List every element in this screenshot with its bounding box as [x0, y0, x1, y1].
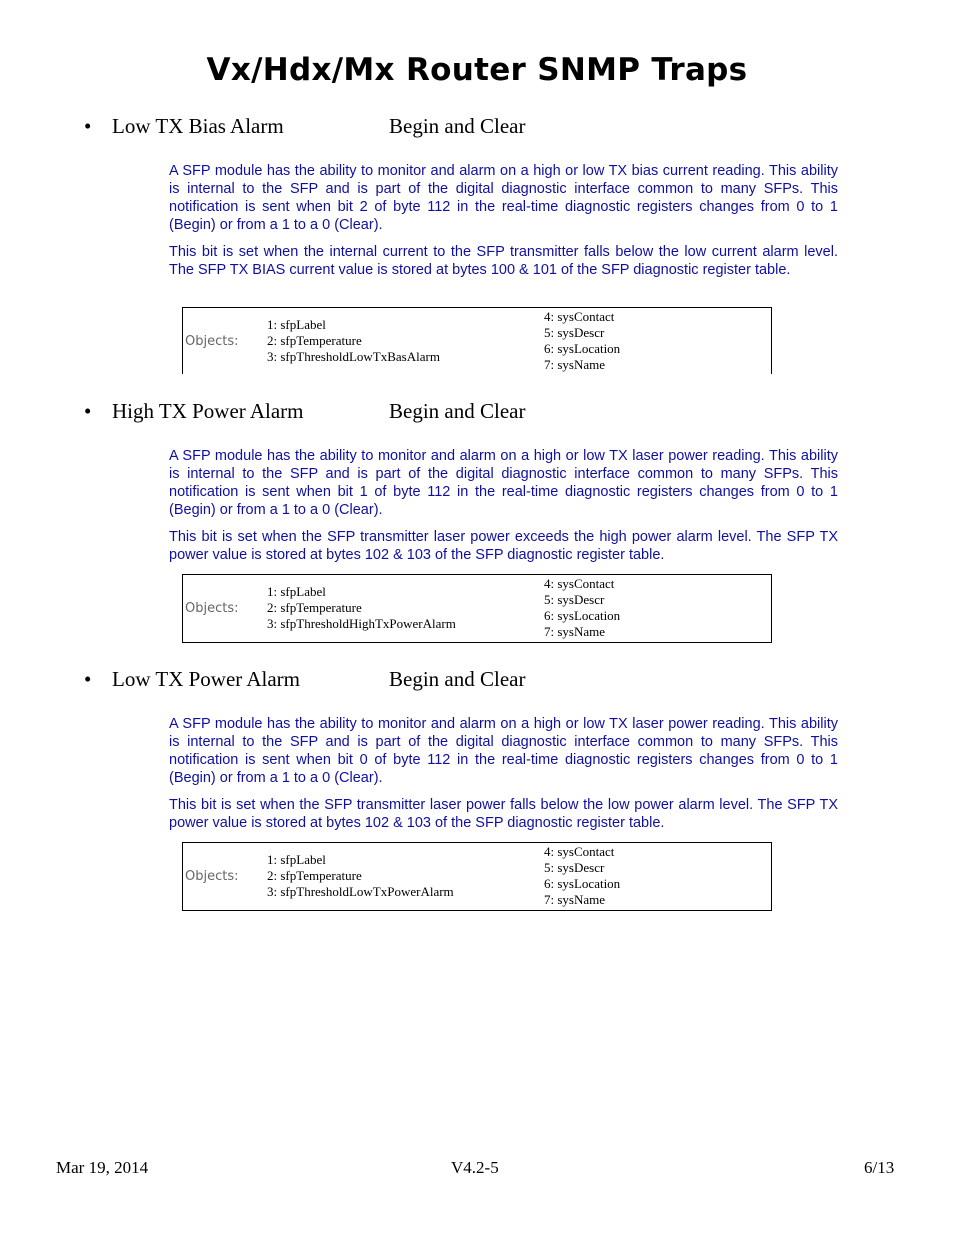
object-item: 2: sfpTemperature [267, 333, 362, 348]
object-item: 2: sfpTemperature [267, 868, 362, 883]
object-item: 7: sysName [544, 892, 606, 907]
bullet-icon: • [84, 399, 92, 423]
objects-list-left [267, 852, 454, 900]
objects-label: Objects: [185, 601, 239, 616]
trap-description: A SFP module has the ability to monitor and alarm on a high or low TX laser power reading. This ability is internal to the SFP and is part of the digital diagnostic interface common to many SFPs. This notification is sent when bit 1 of byte 112 in the real-time diagnostic registers changes from 0 to 1 (Begin) or from a 1 to a 0 (Clear). [169, 448, 838, 518]
object-item: 5: sysDescr [544, 325, 605, 340]
object-item: 3: sfpThresholdLowTxBasAlarm [267, 349, 440, 364]
bullet-icon: • [84, 667, 92, 691]
object-item: 1: sfpLabel [267, 852, 326, 867]
trap-name: Low TX Power Alarm [112, 667, 301, 691]
object-item: 2: sfpTemperature [267, 600, 362, 615]
footer-date: Mar 19, 2014 [56, 1158, 149, 1177]
object-item: 4: sysContact [544, 844, 615, 859]
page-title: Vx/Hdx/Mx Router SNMP Traps [206, 52, 748, 88]
trap-kind: Begin and Clear [389, 667, 526, 691]
objects-table [182, 574, 772, 643]
bullet-icon: • [84, 114, 92, 138]
object-item: 4: sysContact [544, 309, 615, 324]
objects-list-left [267, 584, 456, 632]
footer-page-number: 6/13 [864, 1158, 895, 1177]
object-item: 4: sysContact [544, 576, 615, 591]
trap-description: A SFP module has the ability to monitor and alarm on a high or low TX bias current reading. This ability is internal to the SFP and is part of the digital diagnostic interface common to many SFPs. This notification is sent when bit 2 of byte 112 in the real-time diagnostic registers changes from 0 to 1 (Begin) or from a 1 to a 0 (Clear). [169, 163, 838, 233]
object-item: 3: sfpThresholdHighTxPowerAlarm [267, 616, 456, 631]
object-item: 6: sysLocation [544, 608, 621, 623]
trap-description: A SFP module has the ability to monitor and alarm on a high or low TX laser power reading. This ability is internal to the SFP and is part of the digital diagnostic interface common to many SFPs. This notification is sent when bit 0 of byte 112 in the real-time diagnostic registers changes from 0 to 1 (Begin) or from a 1 to a 0 (Clear). [169, 716, 838, 786]
trap-kind: Begin and Clear [389, 399, 526, 423]
object-item: 6: sysLocation [544, 341, 621, 356]
object-item: 5: sysDescr [544, 592, 605, 607]
trap-condition: This bit is set when the internal current to the SFP transmitter falls below the low current alarm level. The SFP TX BIAS current value is stored at bytes 100 & 101 of the SFP diagnostic register table. [169, 244, 838, 278]
object-item: 6: sysLocation [544, 876, 621, 891]
object-item: 7: sysName [544, 357, 606, 372]
object-item: 5: sysDescr [544, 860, 605, 875]
objects-label: Objects: [185, 334, 239, 349]
objects-list-right [544, 844, 620, 908]
objects-list-left [267, 317, 440, 365]
object-item: 7: sysName [544, 624, 606, 639]
object-item: 1: sfpLabel [267, 584, 326, 599]
object-item: 3: sfpThresholdLowTxPowerAlarm [267, 884, 454, 899]
trap-name: Low TX Bias Alarm [112, 114, 284, 138]
object-item: 1: sfpLabel [267, 317, 326, 332]
objects-list-right [544, 309, 620, 373]
footer-version: V4.2-5 [451, 1158, 499, 1177]
objects-table [182, 307, 772, 374]
trap-name: High TX Power Alarm [112, 399, 304, 423]
objects-list-right [544, 576, 620, 640]
objects-label: Objects: [185, 869, 239, 884]
objects-table [182, 842, 772, 911]
trap-kind: Begin and Clear [389, 114, 526, 138]
trap-condition: This bit is set when the SFP transmitter laser power exceeds the high power alarm level. The SFP TX power value is stored at bytes 102 & 103 of the SFP diagnostic register table. [169, 529, 838, 563]
trap-condition: This bit is set when the SFP transmitter laser power falls below the low power alarm level. The SFP TX power value is stored at bytes 102 & 103 of the SFP diagnostic register table. [169, 797, 838, 831]
